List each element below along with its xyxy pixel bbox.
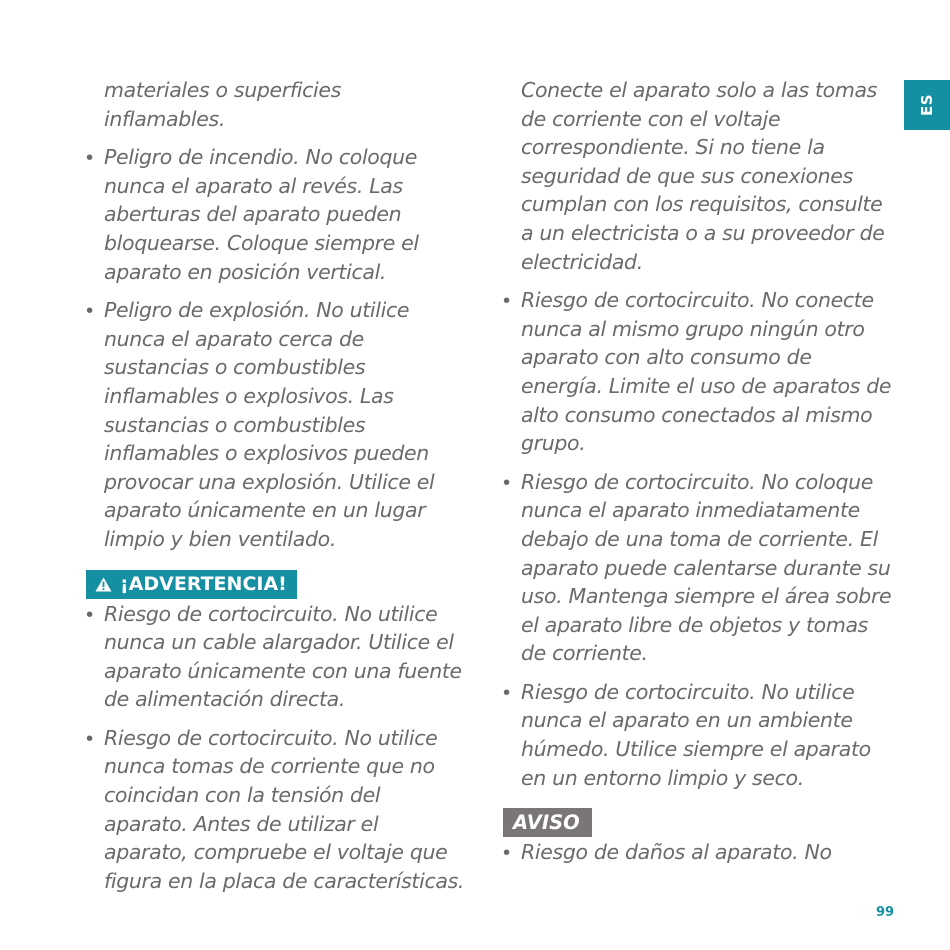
bullet-text: Peligro de explosión. No utilice nunca el aparato cerca de sustancias o combustibles inflamables o explosivos. Las sustancias o combustibles inflamables o explosivos pueden provocar una explosión. Utilice el aparato únicamente en un lugar limpio y bien ventilado.: [104, 298, 435, 551]
bullet-dot: •: [503, 288, 510, 313]
bullet-text: Riesgo de cortocircuito. No utilice nunca un cable alargador. Utilice el aparato únicamente con una fuente de alimentación directa.: [104, 601, 462, 712]
warning-triangle-icon: [95, 577, 112, 592]
bullet-short-circuit-voltage: [86, 724, 466, 896]
bullet-short-circuit-group: [503, 286, 893, 458]
bullet-text: Peligro de incendio. No coloque nunca el aparato al revés. Las aberturas del aparato pueden bloquearse. Coloque siempre el aparato en posición vertical.: [104, 145, 419, 284]
warning-badge: [86, 570, 297, 599]
bullet-dot: •: [86, 298, 93, 323]
bullet-dot: •: [86, 601, 93, 626]
bullet-short-circuit-humid: [503, 678, 893, 792]
bullet-text: Riesgo de daños al aparato. No: [521, 840, 832, 865]
bullet-text: Riesgo de cortocircuito. No utilice nunca tomas de corriente que no coincidan con la tensión del aparato. Antes de utilizar el aparato, compruebe el voltaje que figura en la placa de características.: [104, 725, 465, 893]
bullet-text: Riesgo de cortocircuito. No conecte nunca al mismo grupo ningún otro aparato con alto consumo de energía. Limite el uso de aparatos de alto consumo conectados al mismo grupo.: [521, 288, 892, 456]
bullet-short-circuit-extension: [86, 600, 466, 714]
bullet-dot: •: [503, 679, 510, 704]
bullet-dot: •: [503, 469, 510, 494]
warning-label: ¡ADVERTENCIA!: [120, 573, 287, 595]
bullet-explosion-hazard: [86, 296, 466, 553]
left-intro-text: materiales o superficies inflamables.: [104, 78, 341, 131]
language-tab: [904, 80, 950, 130]
bullet-dot: •: [86, 725, 93, 750]
bullet-device-damage: [503, 838, 893, 867]
right-intro-text: Conecte el aparato solo a las tomas de corriente con el voltaje correspondiente. Si no tiene la seguridad de que sus conexiones cumplan con los requisitos, consulte a un electricista o a su proveedor de electricidad.: [521, 78, 885, 274]
bullet-short-circuit-socket: [503, 468, 893, 668]
left-column: [86, 76, 466, 895]
bullet-dot: •: [86, 145, 93, 170]
language-tab-label: ES: [918, 93, 936, 117]
right-column: [503, 76, 893, 867]
page-number: 99: [876, 905, 895, 920]
bullet-fire-hazard: [86, 143, 466, 286]
bullet-dot: •: [503, 840, 510, 865]
bullet-text: Riesgo de cortocircuito. No coloque nunca el aparato inmediatamente debajo de una toma de corriente. El aparato puede calentarse durante su uso. Mantenga siempre el área sobre el aparato libre de objetos y tomas de corriente.: [521, 469, 892, 666]
bullet-text: Riesgo de cortocircuito. No utilice nunca el aparato en un ambiente húmedo. Utilice siempre el aparato en un entorno limpio y seco.: [521, 679, 871, 790]
notice-badge: AVISO: [503, 808, 592, 837]
